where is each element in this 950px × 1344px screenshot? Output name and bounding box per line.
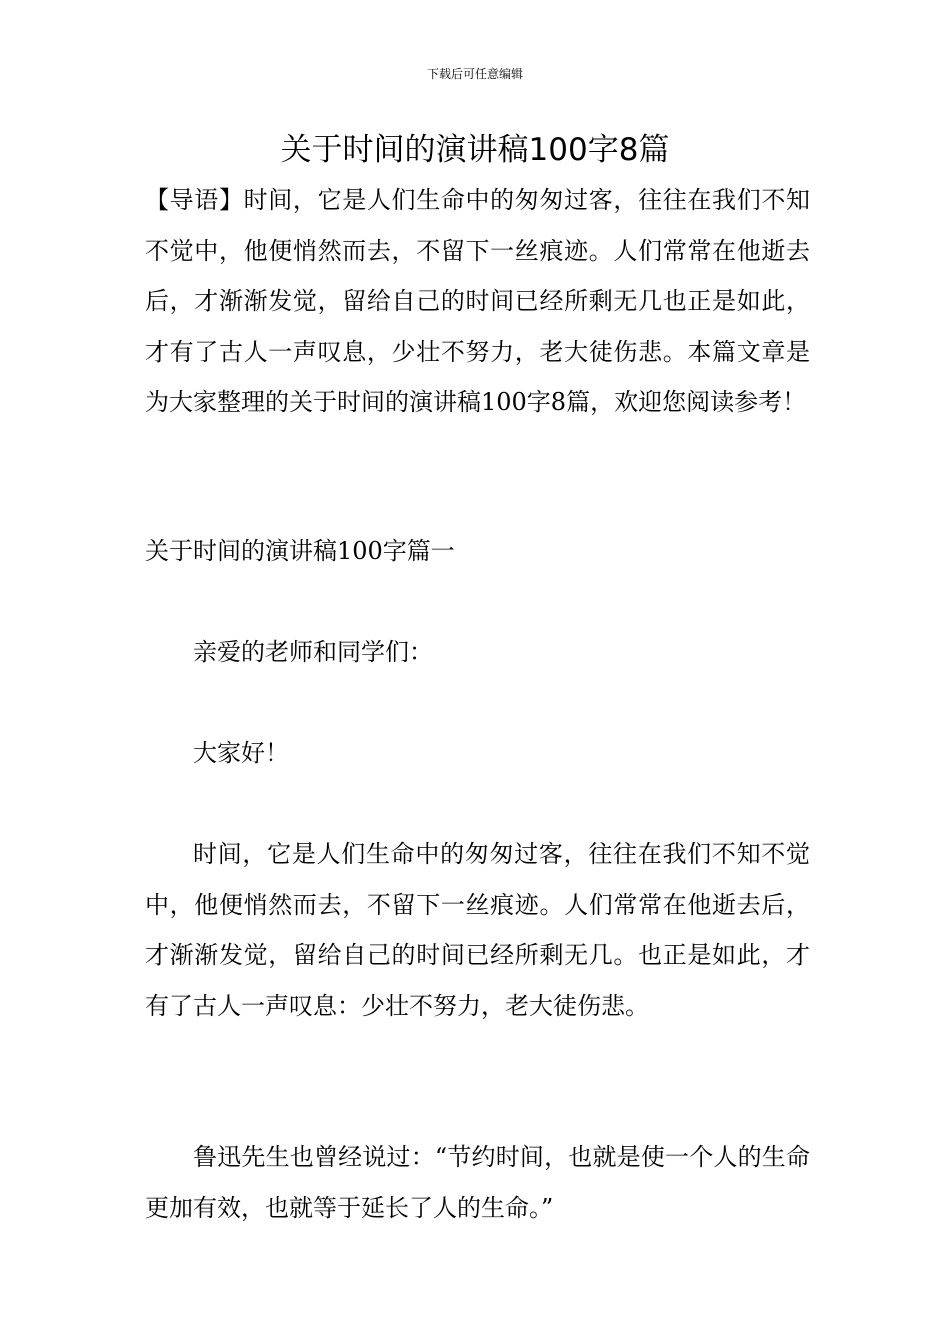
header-note: 下载后可任意编辑	[426, 67, 523, 81]
document-title: 关于时间的演讲稿100字8篇	[280, 132, 670, 168]
greeting: 大家好！	[193, 739, 289, 767]
section-heading: 关于时间的演讲稿100字篇一	[145, 537, 455, 565]
intro-paragraph: 【导语】时间，它是人们生命中的匆匆过客，往往在我们不知不觉中，他便悄然而去，不留下一丝痕迹。人们常常在他逝去后，才渐渐发觉，留给自己的时间已经所剩无几也正是如此，才有了古人一声叹息，少壮不努力，老大徒伤悲。本篇文章是为大家整理的关于时间的演讲稿100字8篇，欢迎您阅读参考！	[145, 186, 810, 416]
body-paragraph-2: 鲁迅先生也曾经说过：“节约时间，也就是使一个人的生命更加有效，也就等于延长了人的生命。”	[145, 1143, 810, 1222]
body-paragraph-1: 时间，它是人们生命中的匆匆过客，往往在我们不知不觉中，他便悄然而去，不留下一丝痕迹。人们常常在他逝去后，才渐渐发觉，留给自己的时间已经所剩无几。也正是如此，才有了古人一声叹息：少壮不努力，老大徒伤悲。	[145, 840, 810, 1020]
salutation: 亲爱的老师和同学们：	[193, 638, 433, 666]
